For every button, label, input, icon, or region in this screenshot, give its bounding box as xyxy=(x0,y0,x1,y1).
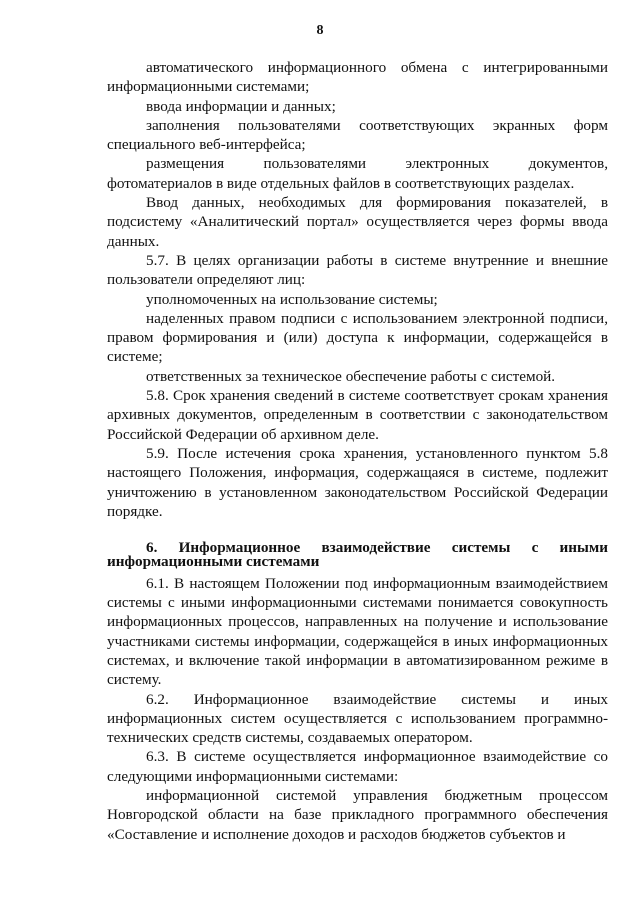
paragraph: Ввод данных, необходимых для формирования показателей, в подсистему «Аналитический портал» осуществляется через формы ввода данных. xyxy=(107,194,608,250)
page-number: 8 xyxy=(316,23,324,38)
paragraph: 5.7. В целях организации работы в системе внутренние и внешние пользователи определяют лиц: xyxy=(107,251,608,289)
paragraph: ввода информации и данных; xyxy=(146,97,336,115)
document-body xyxy=(107,58,608,844)
paragraph: информационной системой управления бюджетным процессом Новгородской области на базе прикладного программного обеспечения «Составление и исполнение доходов и расходов бюджетов субъектов и xyxy=(107,786,608,843)
paragraph: уполномоченных на использование системы; xyxy=(146,290,438,308)
paragraph: ответственных за техническое обеспечение работы с системой. xyxy=(146,367,556,385)
paragraph: размещения пользователями электронных документов, фотоматериалов в виде отдельных файлов в соответствующих разделах. xyxy=(107,155,608,192)
paragraph: 6.1. В настоящем Положении под информационным взаимодействием системы с иными информационными системами понимается совокупность информационных процессов, направленных на получение и использование участниками системы информации, содержащейся в иных информационных системах, и включение такой информации в автоматизированном режиме в систему. xyxy=(107,574,608,689)
paragraph: наделенных правом подписи с использованием электронной подписи, правом формирования и (или) доступа к информации, содержащейся в системе; xyxy=(107,309,608,366)
paragraph: заполнения пользователями соответствующих экранных форм специального веб-интерфейса; xyxy=(107,116,608,154)
paragraph: автоматического информационного обмена с интегрированными информационными системами; xyxy=(107,59,608,96)
paragraph: 5.8. Срок хранения сведений в системе соответствует срокам хранения архивных документов, определенным в соответствии с законодательством Российской Федерации об архивном деле. xyxy=(107,387,608,443)
paragraph: 6.3. В системе осуществляется информационное взаимодействие со следующими информационными системами: xyxy=(107,748,608,785)
paragraph: 5.9. После истечения срока хранения, установленного пунктом 5.8 настоящего Положения, информация, содержащаяся в системе, подлежит уничтожению в установленном законодательством Российской Федерации порядке. xyxy=(107,444,608,520)
paragraph: 6.2. Информационное взаимодействие системы и иных информационных систем осуществляется с использованием программно-технических средств системы, создаваемых оператором. xyxy=(107,690,608,747)
section-heading: 6. Информационное взаимодействие системы с иными информационными системами xyxy=(107,539,608,570)
